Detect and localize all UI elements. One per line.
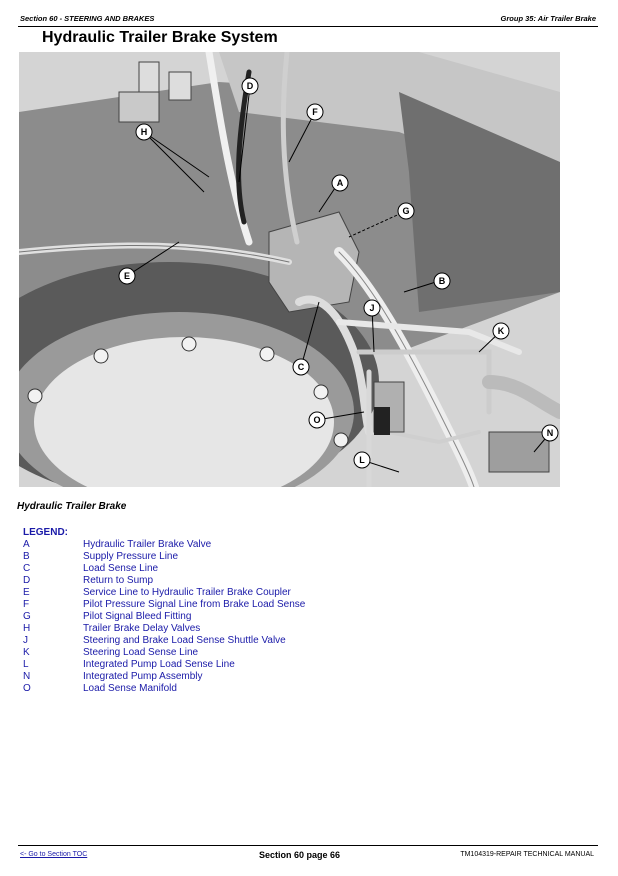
legend-item [23, 659, 305, 671]
legend-label: Pilot Pressure Signal Line from Brake Load Sense [83, 599, 306, 610]
legend-key: O [23, 683, 31, 694]
legend-key: L [23, 659, 29, 670]
page-number: Section 60 page 66 [259, 850, 341, 860]
legend-item [23, 539, 305, 551]
callout-label-k: K [497, 326, 505, 336]
callout-label-n: N [546, 428, 554, 438]
legend-label: Supply Pressure Line [83, 551, 179, 562]
legend-label: Hydraulic Trailer Brake Valve [83, 539, 212, 550]
footer-divider [18, 845, 598, 846]
legend-label: Load Sense Manifold [83, 683, 177, 694]
legend-key: H [23, 623, 31, 634]
figure-caption: Hydraulic Trailer Brake [17, 501, 127, 512]
header-group: Group 35: Air Trailer Brake [500, 14, 596, 23]
legend-label: Trailer Brake Delay Valves [83, 623, 201, 634]
legend-label: Steering and Brake Load Sense Shuttle Valve [83, 635, 286, 646]
legend-key: K [23, 647, 30, 658]
legend-label: Service Line to Hydraulic Trailer Brake Coupler [83, 587, 291, 598]
legend-title: LEGEND: [23, 527, 68, 538]
legend-label: Integrated Pump Assembly [83, 671, 203, 682]
legend-item [23, 575, 305, 587]
legend-label: Load Sense Line [83, 563, 159, 574]
illustration-drawing [19, 52, 560, 487]
legend-key: D [23, 575, 31, 586]
legend-item [23, 551, 305, 563]
callout-label-l: L [359, 455, 365, 465]
legend-label: Integrated Pump Load Sense Line [83, 659, 235, 670]
legend-item [23, 611, 305, 623]
legend-key: E [23, 587, 30, 598]
legend-key: C [23, 563, 31, 574]
legend-item [23, 587, 305, 599]
legend-key: B [23, 551, 30, 562]
legend-item [23, 647, 305, 659]
legend-key: N [23, 671, 31, 682]
callout-label-g: G [402, 206, 410, 216]
header-divider [18, 26, 598, 27]
callout-label-e: E [123, 271, 131, 281]
callout-label-a: A [336, 178, 344, 188]
section-toc-link[interactable]: <- Go to Section TOC [20, 851, 88, 858]
callout-label-f: F [312, 107, 318, 117]
legend-item [23, 671, 305, 683]
callout-label-j: J [369, 303, 375, 313]
page-title: Hydraulic Trailer Brake System [42, 29, 278, 46]
legend-key: A [23, 539, 30, 550]
legend-item [23, 683, 305, 695]
legend-item [23, 563, 305, 575]
legend-item [23, 599, 305, 611]
legend-list [23, 539, 305, 695]
hydraulic-brake-illustration [19, 52, 560, 487]
manual-title: TM104319-REPAIR TECHNICAL MANUAL [460, 851, 594, 858]
legend-item [23, 623, 305, 635]
legend-item [23, 635, 305, 647]
legend-key: J [23, 635, 28, 646]
callout-label-b: B [438, 276, 446, 286]
callout-label-d: D [246, 81, 254, 91]
callout-label-h: H [140, 127, 148, 137]
callout-label-c: C [297, 362, 305, 372]
legend-label: Return to Sump [83, 575, 154, 586]
legend-key: G [23, 611, 31, 622]
legend-label: Steering Load Sense Line [83, 647, 199, 658]
legend-key: F [23, 599, 30, 610]
callout-label-o: O [313, 415, 321, 425]
header-section: Section 60 - STEERING AND BRAKES [20, 14, 155, 23]
legend-label: Pilot Signal Bleed Fitting [83, 611, 192, 622]
